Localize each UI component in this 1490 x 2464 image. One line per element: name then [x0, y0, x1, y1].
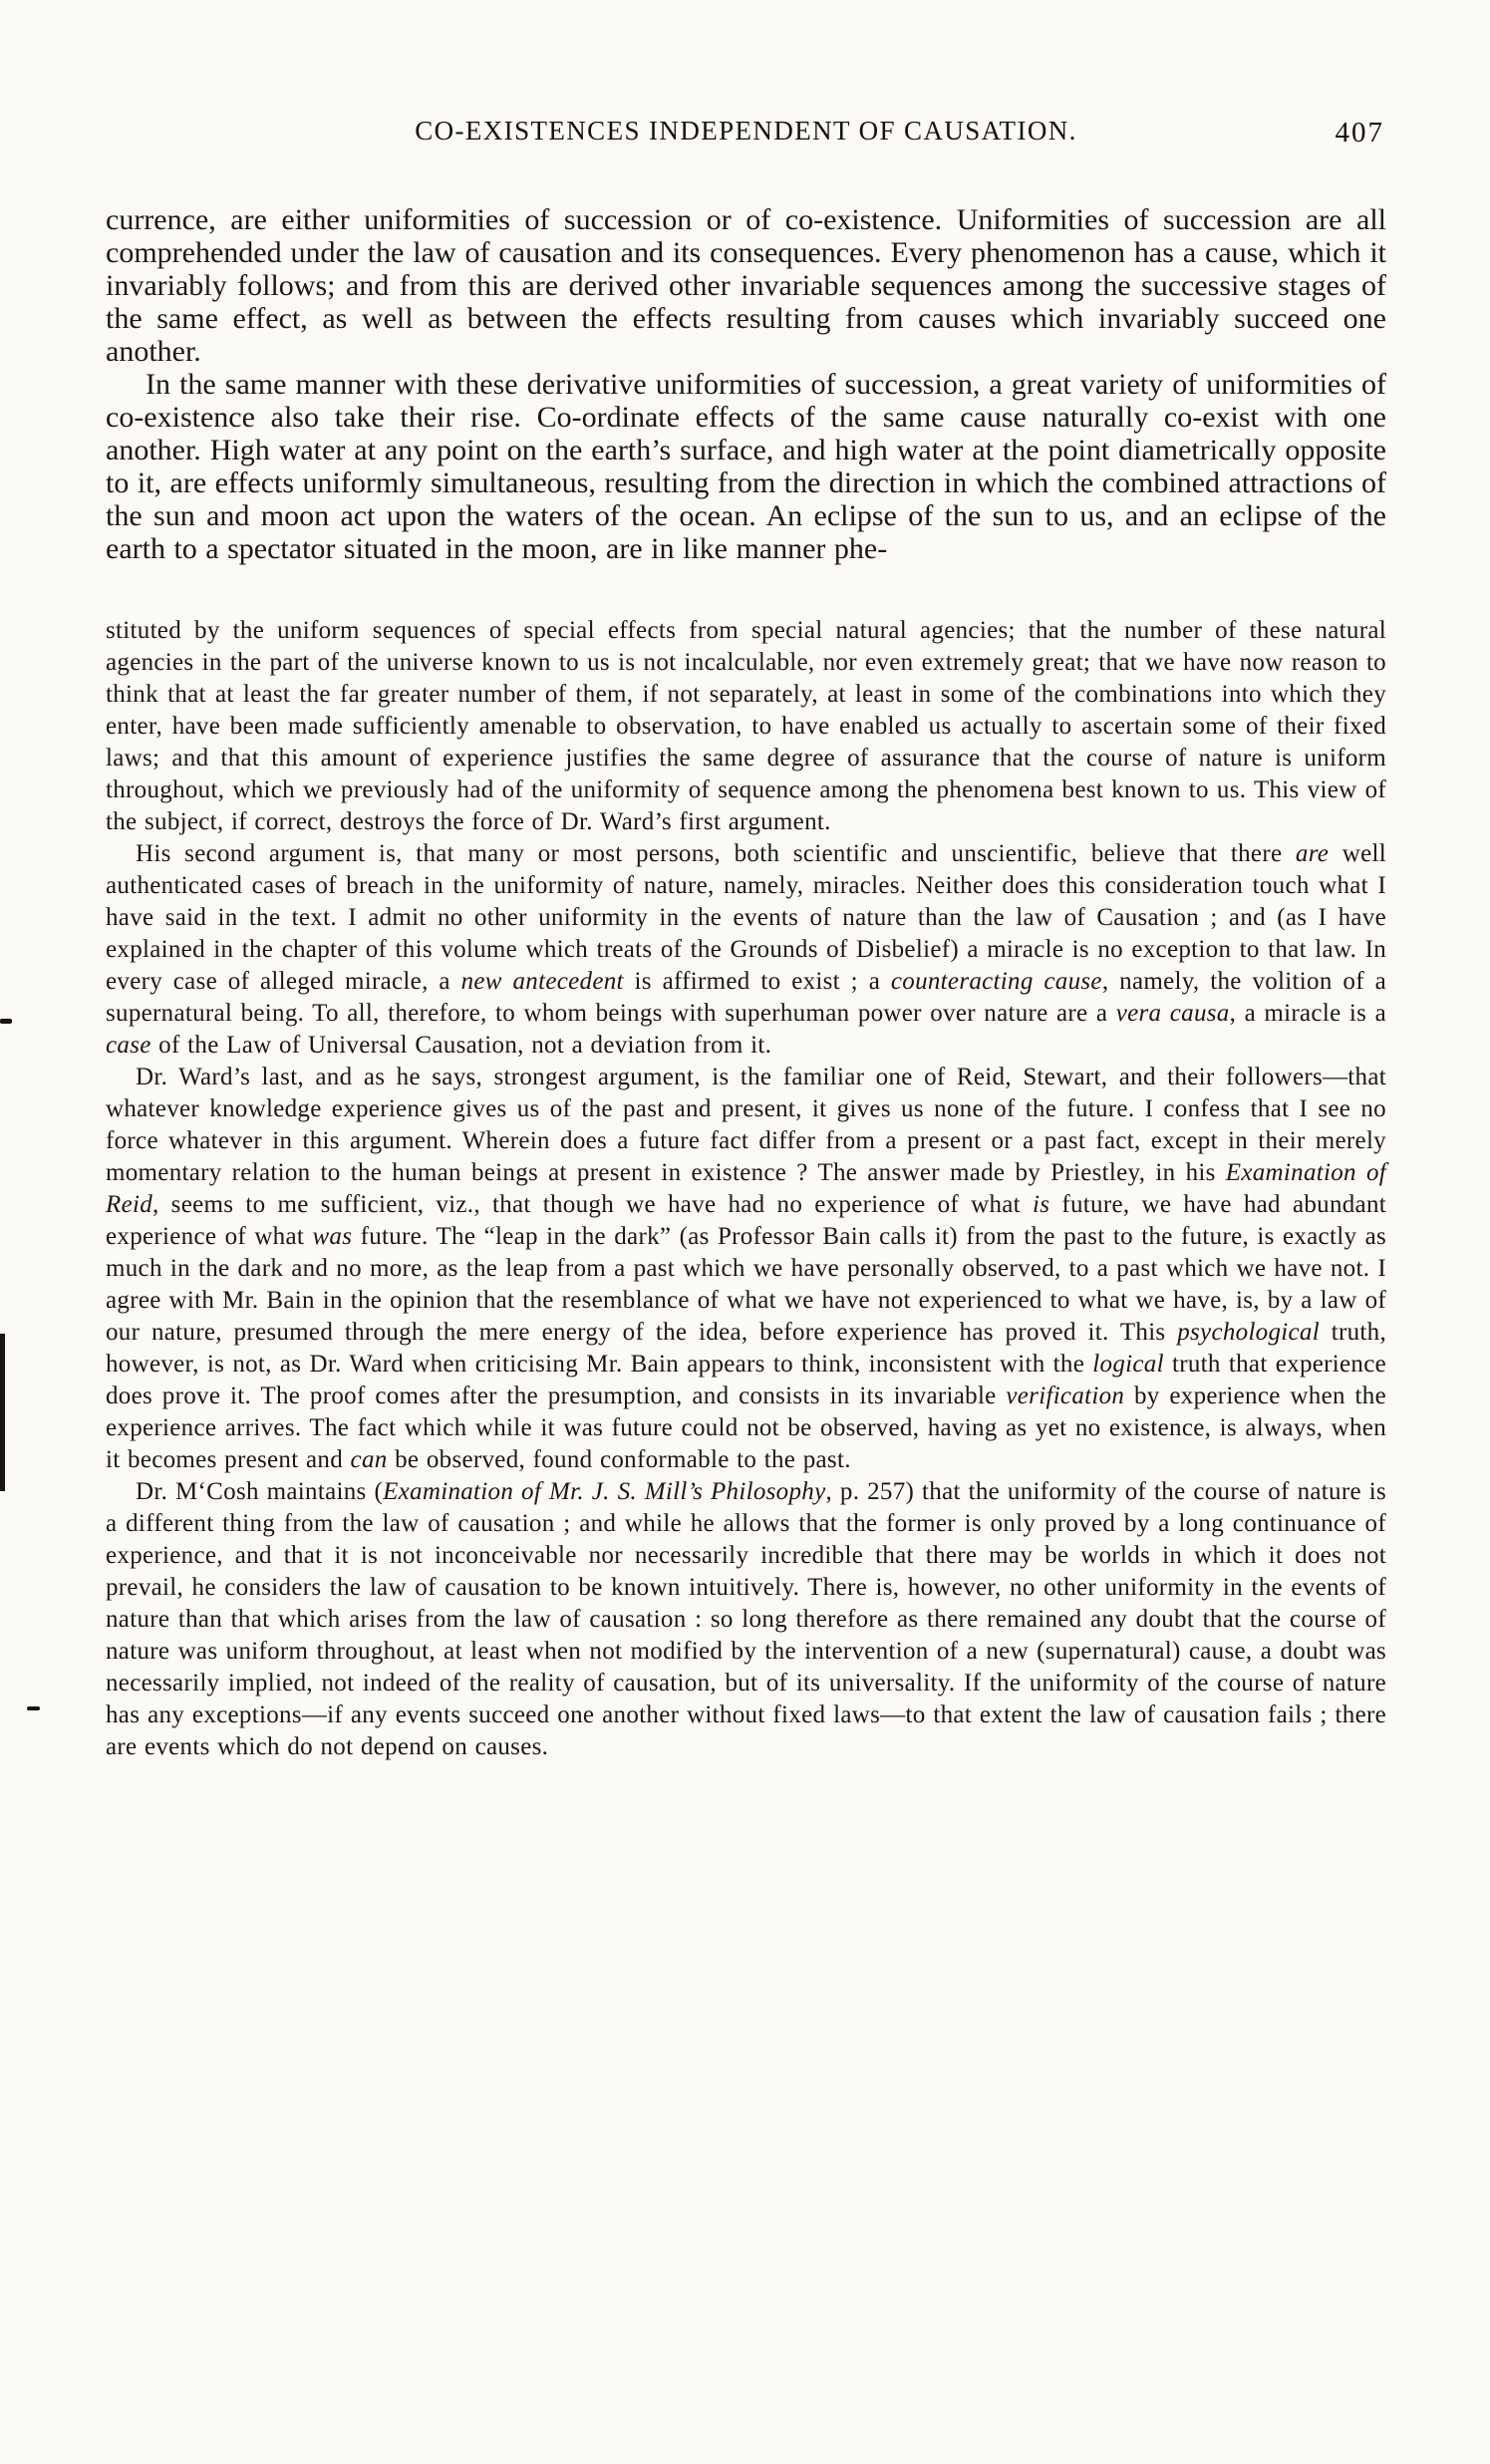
main-text: [106, 203, 1386, 565]
page-content: [106, 0, 1386, 1763]
italic-text: verification: [1006, 1383, 1125, 1409]
text-segment: , seems to me sufficient, viz., that though we have had no experience of what: [152, 1191, 1033, 1218]
text-segment: well authenticated cases of breach in the uniformity of nature, namely, miracles. Neither does this consideration touch what I have said in the text. I admit no other uniformity in the events of nature than the law of Causation ; and (as I have explained in the chapter of this volume which treats of the Grounds of Disbelief) a miracle is no exception to that law. In every case of alleged miracle, a: [106, 840, 1387, 995]
italic-text: was: [312, 1223, 353, 1250]
text-segment: currence, are either uniformities of succession or of co-existence. Uniformities of succession are all comprehended under the law of causation and its consequences. Every phenomenon has a cause, which it invariably follows; and from this are derived other invariable sequences among the successive stages of the same effect, as well as between the effects resulting from causes which invariably succeed one another.: [106, 203, 1386, 368]
text-segment: Dr. M‘Cosh maintains (: [136, 1478, 384, 1505]
text-segment: truth that experience does prove it. The proof comes after the presumption, and consists in its invariable: [106, 1351, 1386, 1409]
text-segment: future, we have had abundant experience of what: [106, 1191, 1386, 1250]
italic-text: psychological: [1177, 1319, 1320, 1346]
footnote-paragraph: [106, 1062, 1386, 1476]
page-header-title: CO-EXISTENCES INDEPENDENT OF CAUSATION.: [415, 116, 1077, 146]
text-segment: future. The “leap in the dark” (as Professor Bain calls it) from the past to the future, is exactly as much in the dark and no more, as the leap from a past which we have personally observed, to a past which we have not. I agree with Mr. Bain in the opinion that the resemblance of what we have not experienced to what we have, is, by a law of our nature, presumed through the mere energy of the idea, before experience has proved it. This: [106, 1223, 1386, 1346]
italic-text: case: [106, 1032, 151, 1059]
running-head: [106, 116, 1386, 152]
text-segment: by experience when the experience arrives. The fact which while it was future could not be observed, having as yet no existence, is always, when it becomes present and: [106, 1383, 1386, 1473]
italic-text: is: [1033, 1191, 1050, 1218]
italic-text: counteracting cause: [890, 968, 1102, 995]
text-segment: , a miracle is a: [1229, 1000, 1387, 1027]
text-segment: , namely, the volition of a supernatural being. To all, therefore, to whom beings with superhuman power over nature are a: [106, 968, 1386, 1027]
italic-text: new antecedent: [460, 968, 624, 995]
footnote-paragraph: [106, 838, 1386, 1062]
text-segment: stituted by the uniform sequences of special effects from special natural agencies; that the number of these natural agencies in the part of the universe known to us is not incalculable, nor even extremely great; that we have now reason to think that at least the far greater number of them, if not separately, at least in some of the combinations into which they enter, have been made sufficiently amenable to observation, to have enabled us actually to ascertain some of their fixed laws; and that this amount of experience justifies the same degree of assurance that the course of nature is uniform throughout, which we previously had of the uniformity of sequence among the phenomena best known to us. This view of the subject, if correct, destroys the force of Dr. Ward’s first argument.: [106, 617, 1386, 835]
text-segment: be observed, found conformable to the past.: [387, 1446, 851, 1473]
body-paragraph: [106, 368, 1386, 565]
text-segment: His second argument is, that many or most persons, both scientific and unscientific, believe that there: [136, 840, 1296, 867]
page-number: 407: [1335, 117, 1384, 149]
scan-artifact: [0, 1019, 12, 1024]
footnote-text: [106, 615, 1386, 1763]
italic-text: can: [350, 1446, 388, 1473]
italic-text: Examination of Reid: [106, 1159, 1387, 1218]
italic-text: Examination of Mr. J. S. Mill’s Philosophy: [383, 1478, 826, 1505]
text-segment: truth, however, is not, as Dr. Ward when criticising Mr. Bain appears to think, inconsistent with the: [106, 1319, 1386, 1378]
italic-text: vera causa: [1115, 1000, 1230, 1027]
body-paragraph: [106, 203, 1386, 368]
scan-artifact: [0, 1334, 5, 1491]
italic-text: are: [1295, 840, 1330, 867]
footnote-paragraph: [106, 615, 1386, 838]
scan-artifact: [27, 1706, 40, 1710]
text-segment: Dr. Ward’s last, and as he says, strongest argument, is the familiar one of Reid, Stewart, and their followers—that whatever knowledge experience gives us of the past and present, it gives us none of the future. I confess that I see no force whatever in this argument. Wherein does a future fact differ from a present or a past fact, except in their merely momentary relation to the human beings at present in existence ? The answer made by Priestley, in his: [106, 1064, 1386, 1186]
text-segment: In the same manner with these derivative uniformities of succession, a great variety of uniformities of co-existence also take their rise. Co-ordinate effects of the same cause naturally co-exist with one another. High water at any point on the earth’s surface, and high water at the point diametrically opposite to it, are effects uniformly simultaneous, resulting from the direction in which the combined attractions of the sun and moon act upon the waters of the ocean. An eclipse of the sun to us, and an eclipse of the earth to a spectator situated in the moon, are in like manner phe-: [106, 368, 1386, 565]
text-segment: , p. 257) that the uniformity of the course of nature is a different thing from the law of causation ; and while he allows that the former is only proved by a long continuance of experience, and that it is not inconceivable nor necessarily incredible that there may be worlds in which it does not prevail, he considers the law of causation to be known intuitively. There is, however, no other uniformity in the events of nature than that which arises from the law of causation : so long therefore as there remained any doubt that the course of nature was uniform throughout, at least when not modified by the intervention of a new (supernatural) cause, a doubt was necessarily implied, not indeed of the reality of causation, but of its universality. If the uniformity of the course of nature has any exceptions—if any events succeed one another without fixed laws—to that extent the law of causation fails ; there are events which do not depend on causes.: [106, 1478, 1386, 1760]
italic-text: logical: [1092, 1351, 1164, 1378]
text-segment: of the Law of Universal Causation, not a deviation from it.: [150, 1032, 772, 1059]
footnote-paragraph: [106, 1476, 1386, 1763]
text-segment: is affirmed to exist ; a: [623, 968, 891, 995]
